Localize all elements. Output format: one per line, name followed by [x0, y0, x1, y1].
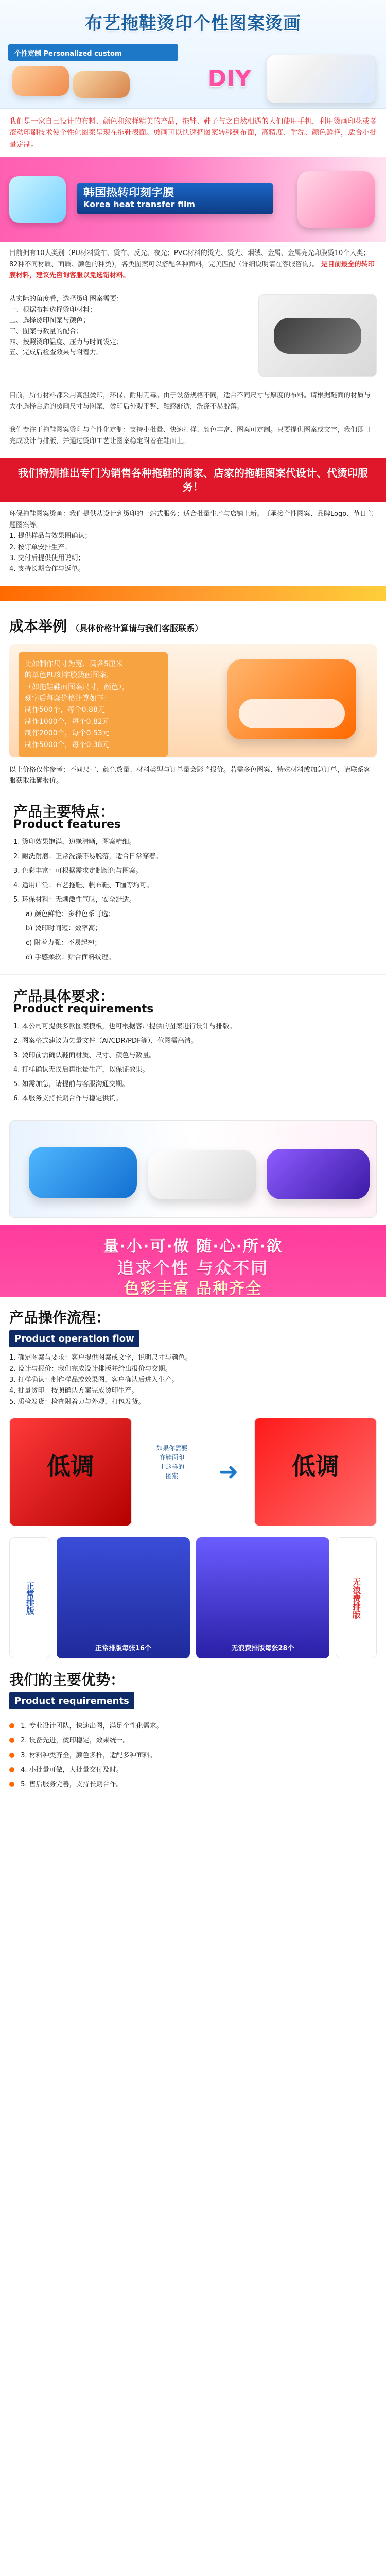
block1-red-text: 是目前最全的转印膜材料，建议先咨询客服以免选错材料。	[9, 260, 375, 280]
flow-image-right	[254, 1418, 377, 1526]
feature-item: 4. 适用广泛：布艺拖鞋、帆布鞋、T恤等均可。	[13, 882, 153, 890]
advantage-item	[9, 1735, 377, 1747]
flow-title-cn	[9, 1307, 377, 1327]
compare-tag-left: 正常排版	[9, 1537, 50, 1658]
flow-images	[0, 1413, 386, 1531]
bullet-icon	[9, 1767, 14, 1772]
product-features	[0, 790, 386, 974]
feature-subitem: b) 烫印时间短：效率高；	[26, 925, 102, 933]
features-title	[9, 798, 377, 831]
features-title-cn-text: 产品主要特点：	[13, 803, 115, 820]
slipper-image	[73, 71, 130, 98]
product-requirements	[0, 974, 386, 1115]
shoe-image	[267, 1149, 370, 1199]
shoe-image	[29, 1147, 137, 1198]
flow-image-right-text: 低调	[292, 1452, 339, 1481]
hero-left-slippers	[8, 62, 178, 100]
cost-example	[0, 639, 386, 757]
bullet-icon	[9, 1738, 14, 1743]
advantage-text: 3. 材料种类齐全，颜色多样，适配多种面料。	[21, 1751, 156, 1759]
requirements-list	[9, 1015, 377, 1105]
text-block-3	[0, 418, 386, 453]
feature-subitem: a) 颜色鲜艳：多种色系可选；	[26, 910, 115, 919]
cost-note-line: 制作500个，每个0.88元	[25, 706, 105, 715]
compare-label-left: 正常排版每张16个	[95, 1645, 152, 1653]
block2-text: 目前，所有材料都采用高温烫印，环保、耐用无毒。由于设备规格不同，适合不同尺寸与厚度的布料。请根据鞋面的材质与大小选择合适的烫画尺寸与图案，烫印后外观平整、触感舒适，洗涤不易脱落。	[9, 392, 371, 411]
cost-foot: 以上价格仅作参考；不同尺寸、颜色数量、材料类型与订单量会影响报价。若需多色图案、特殊材料或加急订单，请联系客服获取准确报价。	[9, 766, 371, 785]
materials-inner	[9, 294, 377, 377]
flow-image-left-text: 低调	[47, 1452, 94, 1481]
flow-image-left	[9, 1418, 132, 1526]
requirement-item: 6. 本服务支持长期合作与稳定供货。	[13, 1095, 122, 1103]
flow-title-en: Product operation flow	[9, 1330, 139, 1347]
block1-text: 目前拥有10大类别（PU材料烫布、烫布、反光、夜光；PVC材料的烫光、烫光、烟绒、金属、金属亮光印膜烫10个大类；82种不同材质、面质、颜色的种类），各类图案可以搭配各种面料，完美匹配（详细说明请在客服咨询）。	[9, 249, 370, 268]
band-right-shoe-image	[297, 171, 375, 228]
advantage-item	[9, 1750, 377, 1761]
transfer-film-title-en: Korea heat transfer film	[83, 199, 196, 210]
text-block-1	[0, 242, 386, 287]
cost-note	[19, 652, 168, 757]
intro-text: 我们是一家自己设计的布料、颜色和纹样精美的产品，拖鞋、鞋子与之自然相遇的人们使用手机，利用烫画印花或者滚动印刷技术使个性化图案呈现在拖鞋表面。烫画可以快速把图案转移到布面，高精度、耐洗、颜色鲜艳，适合小批量定制。	[9, 117, 377, 149]
hero-right-slipper-image	[267, 55, 376, 103]
requirements-title-en: Product requirements	[13, 1002, 154, 1015]
advantage-item	[9, 1721, 377, 1732]
requirement-item: 5. 如需加急，请提前与客服沟通交期。	[13, 1080, 129, 1088]
cost-slipper-image	[227, 659, 356, 739]
slogan-banner	[0, 1225, 386, 1297]
cost-note-line: （如拖鞋鞋面图案尺寸，颜色），	[25, 683, 129, 691]
advantage-item	[9, 1779, 377, 1790]
requirement-item: 3. 烫印前需确认鞋面材质、尺寸、颜色与数量。	[13, 1051, 156, 1059]
operation-flow-heading	[0, 1297, 386, 1352]
diy-text: DIY	[207, 65, 252, 92]
cost-note-line: 刻字后每套价格计算如下：	[25, 694, 111, 703]
slogan-line-3: 色彩丰富 品种齐全	[124, 1280, 262, 1298]
service-text: 环保拖鞋图案烫画：我们提供从设计到烫印的一站式服务；适合批量生产与店铺上新。可承接个性图案、品牌Logo、节日主题图案等。 1. 提供样品与效果图确认； 2. 按订单安排生产； 3. 交付后提供使用说明； 4. 支持长期合作与返单。	[9, 510, 374, 573]
compare-box-left	[57, 1537, 190, 1658]
requirement-item: 1. 本公司可提供多款图案模板，也可根据客户提供的图案进行设计与排版。	[13, 1022, 236, 1030]
section-divider	[0, 586, 386, 601]
advantages-title-en: Product requirements	[9, 1692, 134, 1709]
compare-box-right	[196, 1537, 329, 1658]
cost-title-cn: 成本举例	[9, 617, 67, 635]
band-left-shoe-image	[9, 176, 66, 223]
feature-subitem: c) 附着力强：不易起翘；	[26, 939, 101, 947]
layout-compare	[0, 1531, 386, 1658]
advantages-title-cn	[9, 1669, 377, 1689]
bullet-icon	[9, 1753, 14, 1758]
bullet-icon	[9, 1723, 14, 1728]
intro	[0, 109, 386, 157]
cost-note-line: 的单色PU刻字膜烫画图案，	[25, 671, 114, 680]
advantages-heading	[0, 1658, 386, 1713]
cost-note-line: 制作5000个，每个0.38元	[25, 740, 110, 749]
advantages-list	[0, 1713, 386, 1804]
advantage-text: 5. 售后服务完善，支持长期合作。	[21, 1780, 123, 1788]
feature-item: 5. 环保材料：无刺激性气味，安全舒适。	[13, 896, 136, 904]
feature-item: 2. 耐洗耐磨：正常洗涤不易脱落，适合日常穿着。	[13, 852, 163, 860]
flow-title-cn-text: 产品操作流程：	[9, 1309, 111, 1327]
materials-text: 从实际的角度看，选择烫印图案需要： 一、根据布料选择烫印材料； 二、选择烫印图案与颜色； 三、图案与数量的配合； 四、按照烫印温度、压力与时间设定； 五、完成后检查效果与附着力。	[9, 295, 124, 357]
cost-heading	[0, 606, 386, 639]
cost-title	[9, 615, 67, 636]
shoe-image	[148, 1150, 256, 1199]
transfer-film-band	[0, 157, 386, 242]
slogan-line-1: 量·小·可·做 随·心·所·欲	[103, 1238, 283, 1256]
cost-note-line: 比如制作尺寸为宽、高各5厘米	[25, 659, 123, 668]
advantage-item	[9, 1765, 377, 1776]
requirement-item: 4. 打样确认无误后再批量生产，以保证效果。	[13, 1065, 149, 1074]
materials-photo	[258, 294, 377, 377]
flow-text: 1. 确定图案与要求：客户提供图案或文字，说明尺寸与颜色。 2. 设计与报价：我们完成设计排版并给出报价与交期。 3. 打样确认：制作样品或效果图，客户确认后进入生产。 4. 批量烫印：按照确认方案完成烫印生产。 5. 质检发货：检查附着力与外观，打包发货。	[9, 1354, 192, 1406]
advantage-text: 2. 设备先进，烫印稳定，效果统一。	[21, 1737, 130, 1745]
feature-item: 1. 烫印效果饱满，边缘清晰，图案精细。	[13, 838, 136, 846]
transfer-film-title-cn: 韩国热转印刻字膜	[83, 187, 174, 200]
feature-item: 3. 色彩丰富：可根据需求定制颜色与图案。	[13, 867, 143, 875]
cost-title-paren: （具体价格计算请与我们客服联系）	[71, 623, 203, 633]
compare-tag-right: 无浪费排版	[336, 1537, 377, 1658]
flow-mid-note: 如果你需要 在鞋面印 上这样的 图案	[156, 1445, 187, 1480]
features-list	[9, 831, 377, 964]
materials-section	[0, 287, 386, 384]
feature-subitem: d) 手感柔软：贴合面料纹理。	[26, 954, 115, 962]
cost-note-line: 制作1000个，每个0.82元	[25, 717, 110, 726]
advantage-text: 1. 专业设计团队，快速出图，满足个性化需求。	[21, 1722, 163, 1731]
slipper-image	[12, 66, 69, 96]
product-photo	[9, 1120, 377, 1218]
transfer-film-card	[77, 183, 273, 214]
arrow-right-icon: ➜	[218, 1458, 239, 1486]
block3-text: 我们专注于拖鞋图案烫印与个性化定制：支持小批量、快速打样、颜色丰富、图案可定制。只要提供图案或文字，我们即可完成设计与排版，并通过烫印工艺让图案稳定附着在鞋面上。	[9, 426, 371, 445]
bullet-icon	[9, 1782, 14, 1787]
requirement-item: 2. 图案格式建议为矢量文件（AI/CDR/PDF等），位图需高清。	[13, 1037, 198, 1045]
advantages-title-cn-text: 我们的主要优势：	[9, 1671, 125, 1689]
slogan-line-2: 追求个性 与众不同	[117, 1258, 269, 1278]
text-block-2	[0, 384, 386, 418]
cost-card	[9, 644, 377, 757]
page-title: 布艺拖鞋烫印个性图案烫画	[85, 13, 301, 34]
hero	[0, 0, 386, 109]
compare-label-right: 无浪费排版每张28个	[231, 1645, 294, 1653]
requirements-title-cn-text: 产品具体要求：	[13, 987, 115, 1005]
requirements-title	[9, 982, 377, 1015]
hero-badge: 个性定制 Personalized custom	[8, 44, 178, 61]
cost-note-line: 制作2000个，每个0.53元	[25, 729, 110, 738]
features-subitems	[13, 909, 373, 963]
service-notice: 我们特别推出专门为销售各种拖鞋的商家、店家的拖鞋图案代设计、代烫印服务！	[0, 458, 386, 502]
service-details	[0, 502, 386, 581]
features-title-en: Product features	[13, 818, 121, 831]
advantage-text: 4. 小批量可做，大批量交付及时。	[21, 1766, 123, 1774]
